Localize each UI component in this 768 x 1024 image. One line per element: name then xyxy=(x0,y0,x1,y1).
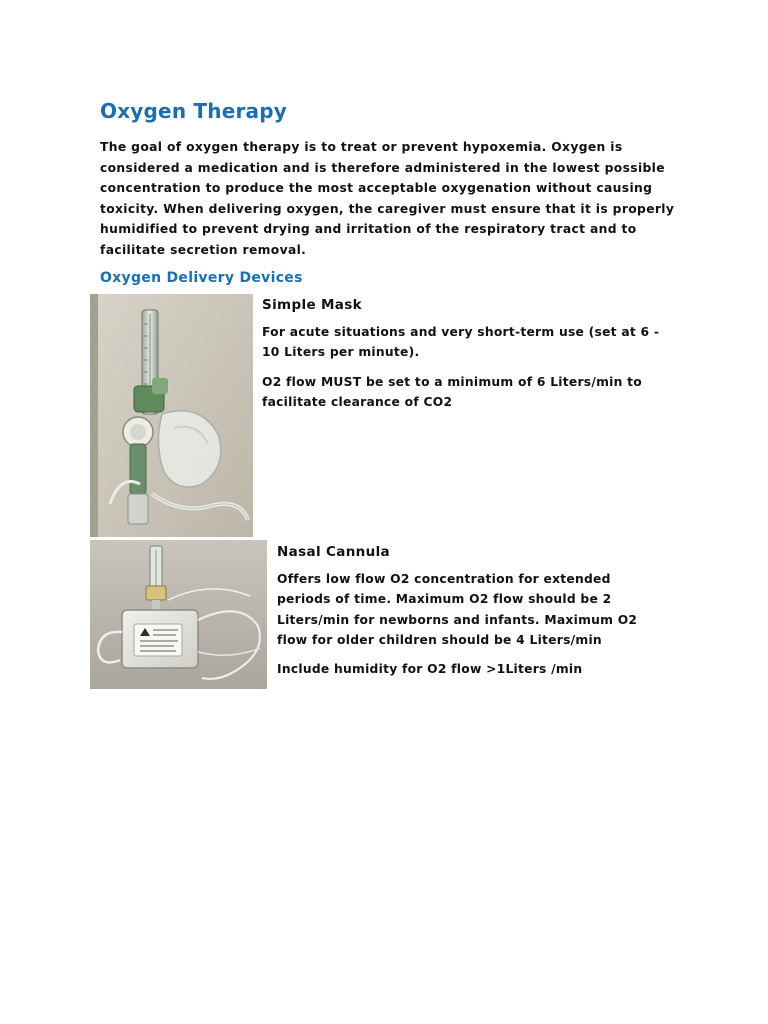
nasal-cannula-illustration xyxy=(90,540,267,689)
device-note: O2 flow MUST be set to a minimum of 6 Liters/min to facilitate clearance of CO2 xyxy=(262,374,642,409)
device-nasal-cannula xyxy=(277,544,667,688)
device-description: Offers low flow O2 concentration for extended periods of time. Maximum O2 flow should be 2 Liters/min for newborns and infants. Maximum O2 flow for older children should be 4 Liters/min xyxy=(277,572,638,647)
device-note: Include humidity for O2 flow >1Liters /min xyxy=(277,662,583,677)
device-description: For acute situations and very short-term use (set at 6 - 10 Liters per minute). xyxy=(262,325,660,360)
page-title: Oxygen Therapy xyxy=(100,99,287,123)
simple-mask-photo xyxy=(90,294,253,537)
section-heading-delivery-devices: Oxygen Delivery Devices xyxy=(100,270,303,286)
device-title: Nasal Cannula xyxy=(277,544,391,560)
device-title: Simple Mask xyxy=(262,297,362,313)
intro-paragraph: The goal of oxygen therapy is to treat or prevent hypoxemia. Oxygen is considered a medication and is therefore administered in the lowest possible concentration to produce the most acceptable oxygenation without causing toxicity. When delivering oxygen, the caregiver must ensure that it is properly humidified to prevent drying and irritation of the respiratory tract and to facilitate secretion removal. xyxy=(100,140,675,257)
simple-mask-illustration xyxy=(90,294,253,537)
nasal-cannula-photo xyxy=(90,540,267,689)
device-simple-mask xyxy=(262,297,662,421)
